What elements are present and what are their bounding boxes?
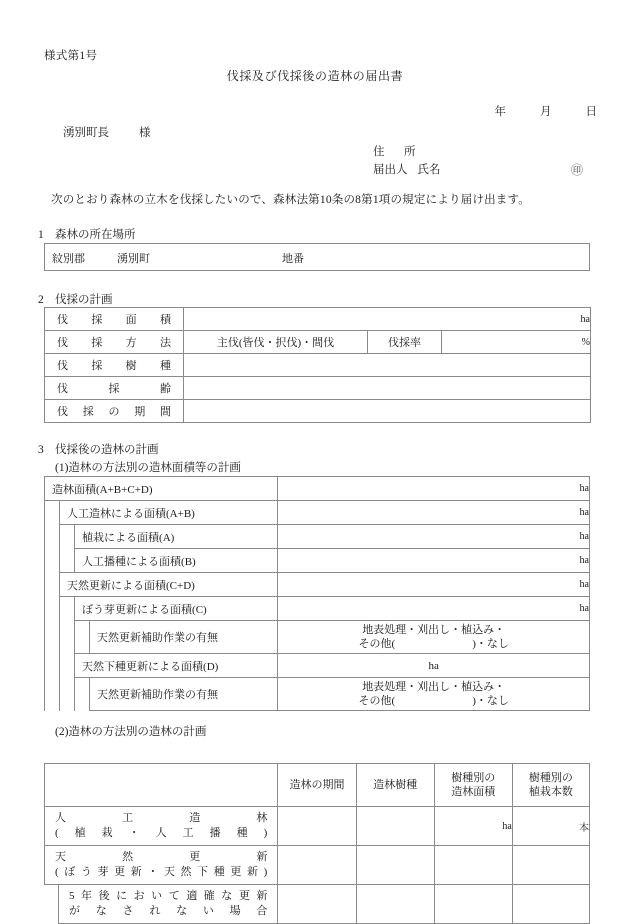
felling-plan-table: [44, 307, 591, 423]
felling-rate-label: 伐採率: [368, 331, 442, 354]
method-period-value[interactable]: [278, 807, 356, 846]
table-header-row: [45, 764, 590, 807]
indent-rule: [60, 597, 75, 621]
felling-area-label-cell: [45, 308, 184, 331]
indent-rule: [45, 885, 59, 924]
area-row-label: 天然下種更新による面積(D): [75, 654, 278, 678]
area-row-value[interactable]: [278, 678, 590, 711]
addressee-honorific: 様: [139, 127, 151, 139]
method-period-value[interactable]: [278, 846, 356, 885]
location-table: [44, 243, 590, 271]
addressee: [63, 124, 151, 140]
intro-paragraph: 次のとおり森林の立木を伐採したいので、森林法第10条の8第1項の規定により届け出ます。: [51, 194, 530, 206]
section-3-sub2-heading: (2)造林の方法別の造林の計画: [55, 726, 207, 738]
method-row-label: 天 然 更 新 ( ぼ う 芽 更 新 ・ 天 然 下 種 更 新 ): [45, 846, 278, 885]
method-column-header: 造林樹種: [356, 764, 434, 807]
area-unit: ha: [428, 659, 439, 672]
felling-method-label: 伐 採 方 法: [57, 337, 171, 349]
method-species-value[interactable]: [356, 846, 434, 885]
area-row-label: 植栽による面積(A): [75, 525, 278, 549]
method-count-unit: 本: [579, 822, 589, 834]
area-unit: ha: [579, 507, 589, 518]
location-cell[interactable]: [45, 244, 590, 271]
indent-rule: [45, 597, 60, 621]
indent-rule: [60, 525, 75, 549]
table-row: [45, 331, 591, 354]
area-row-value[interactable]: [278, 525, 590, 549]
form-number: 様式第1号: [44, 50, 98, 62]
address-label: 住 所: [373, 146, 420, 158]
area-row-value[interactable]: [278, 573, 590, 597]
indent-rule: [45, 573, 60, 597]
method-plan-table: [44, 763, 590, 924]
indent-rule: [45, 678, 60, 711]
table-row: [45, 308, 591, 331]
table-row: [45, 807, 590, 846]
area-row-value[interactable]: [278, 549, 590, 573]
felling-rate-unit: %: [581, 336, 590, 348]
area-unit: ha: [579, 531, 589, 542]
aid-work-line1: 地表処理・刈出し・植込み・: [362, 681, 506, 693]
felling-area-unit: ha: [580, 313, 590, 325]
method-column-header: 樹種別の 植栽本数: [512, 764, 589, 807]
indent-rule: [45, 525, 60, 549]
method-header-blank: [45, 764, 278, 807]
addressee-name: 湧別町長: [63, 127, 109, 139]
section-2-heading: [38, 291, 113, 307]
table-row: [45, 501, 590, 525]
table-row: [45, 573, 590, 597]
aid-work-line1: 地表処理・刈出し・植込み・: [362, 624, 506, 636]
area-unit: ha: [579, 483, 589, 494]
method-count-value[interactable]: [512, 846, 589, 885]
felling-period-value[interactable]: [184, 400, 591, 423]
table-row: [45, 621, 590, 654]
method-species-value[interactable]: [356, 885, 434, 924]
method-row-label: 5 年 後 に お い て 適 確 な 更 新 が な さ れ な い 場 合: [59, 885, 278, 924]
area-row-label: 造林面積(A+B+C+D): [45, 477, 278, 501]
method-column-header: 樹種別の 造林面積: [434, 764, 512, 807]
table-row: [45, 549, 590, 573]
indent-rule: [45, 621, 60, 654]
felling-period-label: 伐 採 の 期 間: [57, 406, 171, 418]
seal-icon: ㊞: [571, 163, 584, 177]
indent-rule: [45, 501, 60, 525]
table-row: [45, 597, 590, 621]
section-1-heading: [38, 226, 136, 242]
area-unit: ha: [579, 555, 589, 566]
felling-period-label-cell: [45, 400, 184, 423]
date-year-label: 年: [494, 106, 506, 118]
felling-species-value[interactable]: [184, 354, 591, 377]
section-3-title: 伐採後の造林の計画: [55, 444, 159, 456]
method-count-value[interactable]: [512, 885, 589, 924]
felling-method-label-cell: [45, 331, 184, 354]
name-label: 氏名: [417, 164, 441, 176]
area-row-value[interactable]: [278, 621, 590, 654]
table-row: [45, 654, 590, 678]
indent-rule: [45, 549, 60, 573]
method-count-value[interactable]: [512, 807, 589, 846]
indent-rule: [75, 678, 90, 711]
submitter-label: 届出人: [373, 164, 408, 176]
table-row: [45, 525, 590, 549]
method-row-label: 人 工 造 林 ( 植 栽 ・ 人 工 播 種 ): [45, 807, 278, 846]
table-row: [45, 846, 590, 885]
area-row-label: 天然更新による面積(C+D): [60, 573, 278, 597]
indent-rule: [45, 654, 60, 678]
indent-rule: [60, 621, 75, 654]
area-row-label: 人工造林による面積(A+B): [60, 501, 278, 525]
location-town: 湧別町: [117, 253, 150, 265]
aid-work-line2: その他( )・なし: [358, 638, 509, 650]
table-row: [45, 678, 590, 711]
submitter-block: [373, 143, 584, 179]
location-lot-label: 地番: [282, 253, 304, 265]
felling-rate-value[interactable]: [442, 331, 591, 354]
method-area-unit: ha: [502, 820, 512, 832]
method-species-value[interactable]: [356, 807, 434, 846]
method-area-value[interactable]: [434, 807, 512, 846]
date-day-label: 日: [585, 106, 597, 118]
afforestation-area-table: [44, 476, 590, 711]
section-2-title: 伐採の計画: [55, 294, 113, 306]
indent-rule: [75, 621, 90, 654]
location-district: 紋別郡: [52, 253, 85, 265]
felling-age-value[interactable]: [184, 377, 591, 400]
submitter-name-row: [373, 161, 584, 179]
indent-rule: [60, 549, 75, 573]
section-1-title: 森林の所在場所: [55, 229, 136, 241]
area-row-value[interactable]: [278, 597, 590, 621]
area-unit: ha: [579, 579, 589, 590]
felling-species-label: 伐 採 樹 種: [57, 360, 171, 372]
felling-age-label: 伐 採 齢: [57, 383, 171, 395]
method-column-header: 造林の期間: [278, 764, 356, 807]
felling-area-label: 伐 採 面 積: [57, 314, 171, 326]
indent-rule: [60, 654, 75, 678]
address-row: [373, 143, 441, 161]
section-3-sub1-heading: (1)造林の方法別の造林面積等の計画: [55, 462, 241, 474]
section-1-number: 1: [38, 229, 44, 241]
table-row: [45, 400, 591, 423]
area-row-label: 天然更新補助作業の有無: [90, 621, 278, 654]
section-3-number: 3: [38, 444, 44, 456]
felling-age-label-cell: [45, 377, 184, 400]
area-unit: ha: [579, 603, 589, 614]
date-line: [0, 103, 597, 119]
document-title: 伐採及び伐採後の造林の届出書: [226, 69, 404, 83]
table-row: [45, 354, 591, 377]
area-row-value[interactable]: [278, 501, 590, 525]
section-2-number: 2: [38, 294, 44, 306]
area-row-label: 天然更新補助作業の有無: [90, 678, 278, 711]
area-row-value[interactable]: [278, 654, 590, 678]
table-row: [45, 244, 590, 271]
date-month-label: 月: [540, 106, 552, 118]
felling-area-value[interactable]: [184, 308, 591, 331]
method-area-value[interactable]: [434, 885, 512, 924]
felling-method-options[interactable]: 主伐(皆伐・択伐)・間伐: [184, 331, 368, 354]
aid-work-line2: その他( )・なし: [358, 695, 509, 707]
area-row-label: ぼう芽更新による面積(C): [75, 597, 278, 621]
area-row-label: 人工播種による面積(B): [75, 549, 278, 573]
method-area-value[interactable]: [434, 846, 512, 885]
indent-rule: [60, 678, 75, 711]
method-period-value[interactable]: [278, 885, 356, 924]
table-row: [45, 377, 591, 400]
area-row-value[interactable]: [278, 477, 590, 501]
table-row: [45, 477, 590, 501]
section-3-heading: [38, 441, 159, 457]
felling-species-label-cell: [45, 354, 184, 377]
table-row: [45, 885, 590, 924]
